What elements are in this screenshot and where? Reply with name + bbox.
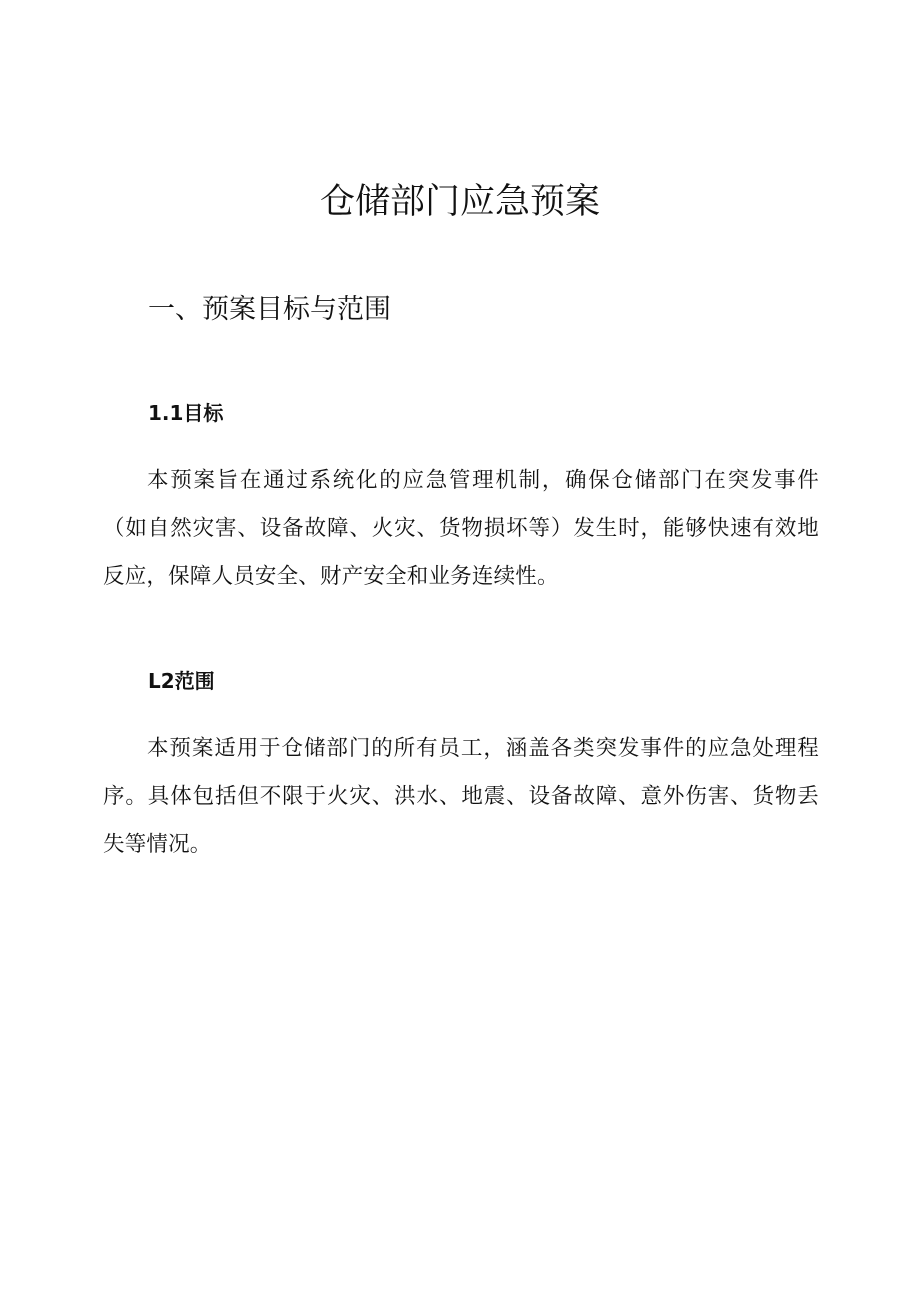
goal-paragraph: 本预案旨在通过系统化的应急管理机制，确保仓储部门在突发事件（如自然灾害、设备故障、火灾、货物损坏等）发生时，能够快速有效地反应，保障人员安全、财产安全和业务连续性。	[103, 468, 819, 589]
subsection-heading-scope: L2范围	[148, 669, 215, 693]
scope-paragraph: 本预案适用于仓储部门的所有员工，涵盖各类突发事件的应急处理程序。具体包括但不限于火灾、洪水、地震、设备故障、意外伤害、货物丢失等情况。	[103, 736, 819, 857]
subsection-heading-goal: 1.1目标	[148, 401, 224, 425]
section-heading-goals-scope: 一、预案目标与范围	[148, 294, 391, 325]
document-title: 仓储部门应急预案	[319, 182, 600, 222]
